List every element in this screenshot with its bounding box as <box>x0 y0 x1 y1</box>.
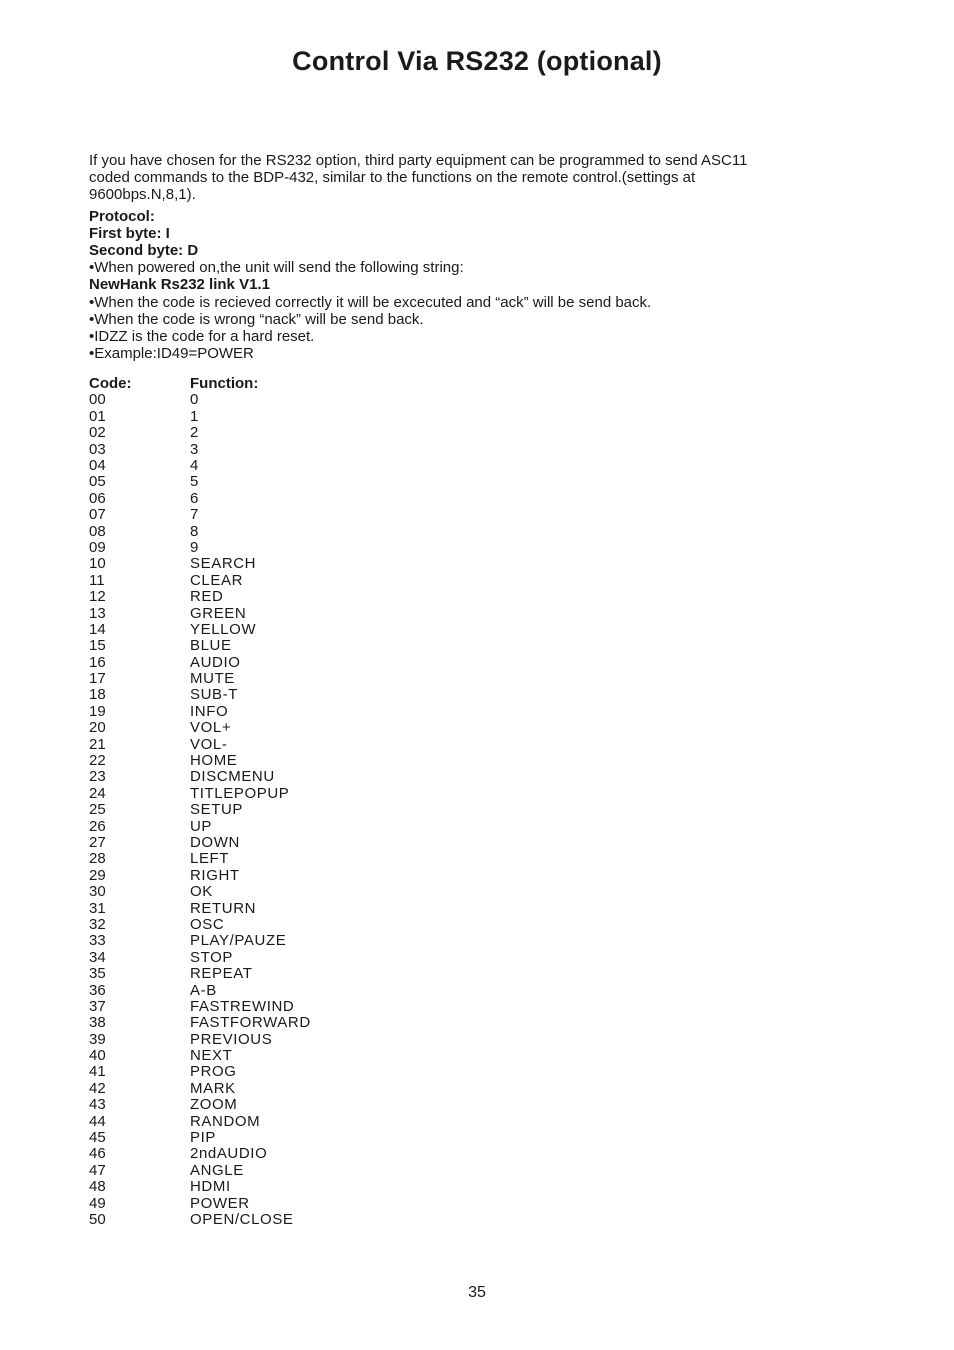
protocol-label: Protocol: <box>89 207 155 225</box>
code-cell: 13 <box>89 604 106 622</box>
function-cell: ANGLE <box>190 1161 244 1179</box>
table-row <box>89 1015 749 1031</box>
function-cell: 7 <box>190 506 199 524</box>
function-cell: VOL+ <box>190 719 232 737</box>
table-row <box>89 1032 749 1048</box>
intro-paragraph: If you have chosen for the RS232 option, third party equipment can be programmed to send ASC11 coded commands to the BDP-432, similar to the functions on the remote control.(settings at 9600bps.N,8,1). <box>89 152 748 204</box>
code-cell: 49 <box>89 1194 106 1212</box>
code-cell: 22 <box>89 752 106 770</box>
code-cell: 12 <box>89 588 106 606</box>
code-cell: 30 <box>89 883 106 901</box>
code-cell: 06 <box>89 489 106 507</box>
table-row <box>89 606 749 622</box>
function-cell: UP <box>190 817 213 835</box>
table-row <box>89 802 749 818</box>
table-row <box>89 638 749 654</box>
second-byte: Second byte: D <box>89 242 199 260</box>
function-cell: SETUP <box>190 801 244 819</box>
code-cell: 35 <box>89 965 106 983</box>
code-cell: 16 <box>89 653 106 671</box>
function-cell: DOWN <box>190 833 240 851</box>
function-cell: PROG <box>190 1063 237 1081</box>
table-row <box>89 507 749 523</box>
table-row <box>89 950 749 966</box>
table-row <box>89 442 749 458</box>
code-cell: 26 <box>89 817 106 835</box>
code-cell: 48 <box>89 1178 106 1196</box>
function-cell: POWER <box>190 1194 250 1212</box>
code-cell: 43 <box>89 1096 106 1114</box>
table-row <box>89 1048 749 1064</box>
function-cell: LEFT <box>190 850 230 868</box>
table-row <box>89 1097 749 1113</box>
table-row <box>89 491 749 507</box>
code-cell: 05 <box>89 473 106 491</box>
function-cell: OPEN/CLOSE <box>190 1210 294 1228</box>
table-row <box>89 392 749 408</box>
link-string: NewHank Rs232 link V1.1 <box>89 276 270 294</box>
code-cell: 32 <box>89 915 106 933</box>
note-example: •Example:ID49=POWER <box>89 345 254 363</box>
function-cell: TITLEPOPUP <box>190 784 290 802</box>
table-row <box>89 1146 749 1162</box>
code-cell: 34 <box>89 948 106 966</box>
function-cell: 3 <box>190 440 199 458</box>
code-cell: 27 <box>89 833 106 851</box>
function-cell: FASTFORWARD <box>190 1014 311 1032</box>
table-row <box>89 999 749 1015</box>
code-cell: 11 <box>89 571 105 589</box>
code-cell: 09 <box>89 538 106 556</box>
table-row <box>89 589 749 605</box>
code-cell: 21 <box>89 735 106 753</box>
function-cell: BLUE <box>190 637 232 655</box>
note-reset: •IDZZ is the code for a hard reset. <box>89 328 315 346</box>
function-cell: RANDOM <box>190 1112 261 1130</box>
function-cell: ZOOM <box>190 1096 238 1114</box>
table-row <box>89 835 749 851</box>
function-cell: INFO <box>190 702 229 720</box>
code-header-label: Code: <box>89 375 132 393</box>
code-cell: 31 <box>89 899 106 917</box>
table-row <box>89 1212 749 1228</box>
code-cell: 07 <box>89 506 106 524</box>
table-row <box>89 524 749 540</box>
table-row <box>89 851 749 867</box>
function-cell: 6 <box>190 489 199 507</box>
function-cell: 5 <box>190 473 199 491</box>
function-cell: MUTE <box>190 670 235 688</box>
function-cell: RED <box>190 588 224 606</box>
function-cell: 2ndAUDIO <box>190 1145 268 1163</box>
code-cell: 02 <box>89 424 106 442</box>
table-row <box>89 540 749 556</box>
function-cell: 1 <box>190 407 199 425</box>
code-cell: 17 <box>89 670 106 688</box>
table-row <box>89 966 749 982</box>
table-row <box>89 1179 749 1195</box>
function-cell: AUDIO <box>190 653 241 671</box>
code-cell: 47 <box>89 1161 106 1179</box>
code-cell: 36 <box>89 981 106 999</box>
code-cell: 08 <box>89 522 106 540</box>
code-table-header <box>89 375 749 392</box>
function-cell: PLAY/PAUZE <box>190 932 287 950</box>
table-row <box>89 901 749 917</box>
function-cell: NEXT <box>190 1047 233 1065</box>
code-cell: 14 <box>89 620 106 638</box>
note-ack: •When the code is recieved correctly it will be excecuted and “ack” will be send back. <box>89 293 652 311</box>
function-cell: SUB-T <box>190 686 238 704</box>
function-cell: PIP <box>190 1129 216 1147</box>
code-cell: 04 <box>89 457 106 474</box>
code-cell: 01 <box>89 407 106 425</box>
function-cell: CLEAR <box>190 571 244 589</box>
table-row <box>89 737 749 753</box>
function-header-label: Function: <box>190 375 259 393</box>
table-row <box>89 409 749 425</box>
code-cell: 33 <box>89 932 106 950</box>
function-cell: REPEAT <box>190 965 253 983</box>
page-title: Control Via RS232 (optional) <box>292 46 662 76</box>
code-cell: 15 <box>89 637 106 655</box>
code-cell: 23 <box>89 768 106 786</box>
code-cell: 50 <box>89 1210 106 1228</box>
function-cell: HOME <box>190 752 238 770</box>
table-row <box>89 933 749 949</box>
function-cell: GREEN <box>190 604 247 622</box>
code-cell: 39 <box>89 1030 106 1048</box>
function-cell: SEARCH <box>190 555 257 573</box>
function-cell: YELLOW <box>190 620 257 638</box>
function-cell: A-B <box>190 981 217 999</box>
table-row <box>89 425 749 441</box>
table-row <box>89 1114 749 1130</box>
code-cell: 29 <box>89 866 106 884</box>
table-row <box>89 786 749 802</box>
function-cell: VOL- <box>190 735 228 753</box>
table-row <box>89 753 749 769</box>
code-table <box>89 375 749 1228</box>
code-cell: 20 <box>89 719 106 737</box>
code-cell: 10 <box>89 555 106 573</box>
table-row <box>89 573 749 589</box>
code-cell: 03 <box>89 440 106 458</box>
table-row <box>89 474 749 490</box>
code-rows <box>89 392 749 1228</box>
table-row <box>89 458 749 474</box>
code-cell: 19 <box>89 702 106 720</box>
function-cell: OSC <box>190 915 225 933</box>
table-row <box>89 1163 749 1179</box>
table-row <box>89 917 749 933</box>
table-row <box>89 819 749 835</box>
document-body <box>89 152 749 1228</box>
table-row <box>89 1196 749 1212</box>
function-cell: 8 <box>190 522 199 540</box>
code-cell: 28 <box>89 850 106 868</box>
table-row <box>89 1081 749 1097</box>
function-cell: PREVIOUS <box>190 1030 273 1048</box>
function-cell: HDMI <box>190 1178 231 1196</box>
function-cell: OK <box>190 883 213 901</box>
note-nack: •When the code is wrong “nack” will be send back. <box>89 310 424 328</box>
page-number: 35 <box>468 1284 486 1301</box>
table-row <box>89 556 749 572</box>
function-cell: STOP <box>190 948 233 966</box>
table-row <box>89 868 749 884</box>
function-cell: FASTREWIND <box>190 997 295 1015</box>
code-cell: 46 <box>89 1145 106 1163</box>
note-powered-on: •When powered on,the unit will send the following string: <box>89 259 464 277</box>
table-row <box>89 655 749 671</box>
table-row <box>89 622 749 638</box>
code-cell: 42 <box>89 1079 106 1097</box>
code-cell: 00 <box>89 391 106 409</box>
code-cell: 44 <box>89 1112 106 1130</box>
function-cell: MARK <box>190 1079 236 1097</box>
first-byte: First byte: I <box>89 224 170 242</box>
function-cell: RETURN <box>190 899 257 917</box>
table-row <box>89 983 749 999</box>
code-cell: 45 <box>89 1129 106 1147</box>
table-row <box>89 671 749 687</box>
table-row <box>89 720 749 736</box>
code-cell: 18 <box>89 686 106 704</box>
table-row <box>89 884 749 900</box>
function-cell: 0 <box>190 391 199 409</box>
table-row <box>89 704 749 720</box>
function-cell: 2 <box>190 424 199 442</box>
code-cell: 40 <box>89 1047 106 1065</box>
code-cell: 37 <box>89 997 106 1015</box>
function-cell: DISCMENU <box>190 768 275 786</box>
code-cell: 38 <box>89 1014 106 1032</box>
code-cell: 41 <box>89 1063 106 1081</box>
table-row <box>89 1064 749 1080</box>
table-row <box>89 1130 749 1146</box>
function-cell: RIGHT <box>190 866 240 884</box>
code-cell: 24 <box>89 784 106 802</box>
table-row <box>89 687 749 703</box>
code-cell: 25 <box>89 801 106 819</box>
function-cell: 4 <box>190 457 199 474</box>
table-row <box>89 769 749 785</box>
function-cell: 9 <box>190 538 199 556</box>
